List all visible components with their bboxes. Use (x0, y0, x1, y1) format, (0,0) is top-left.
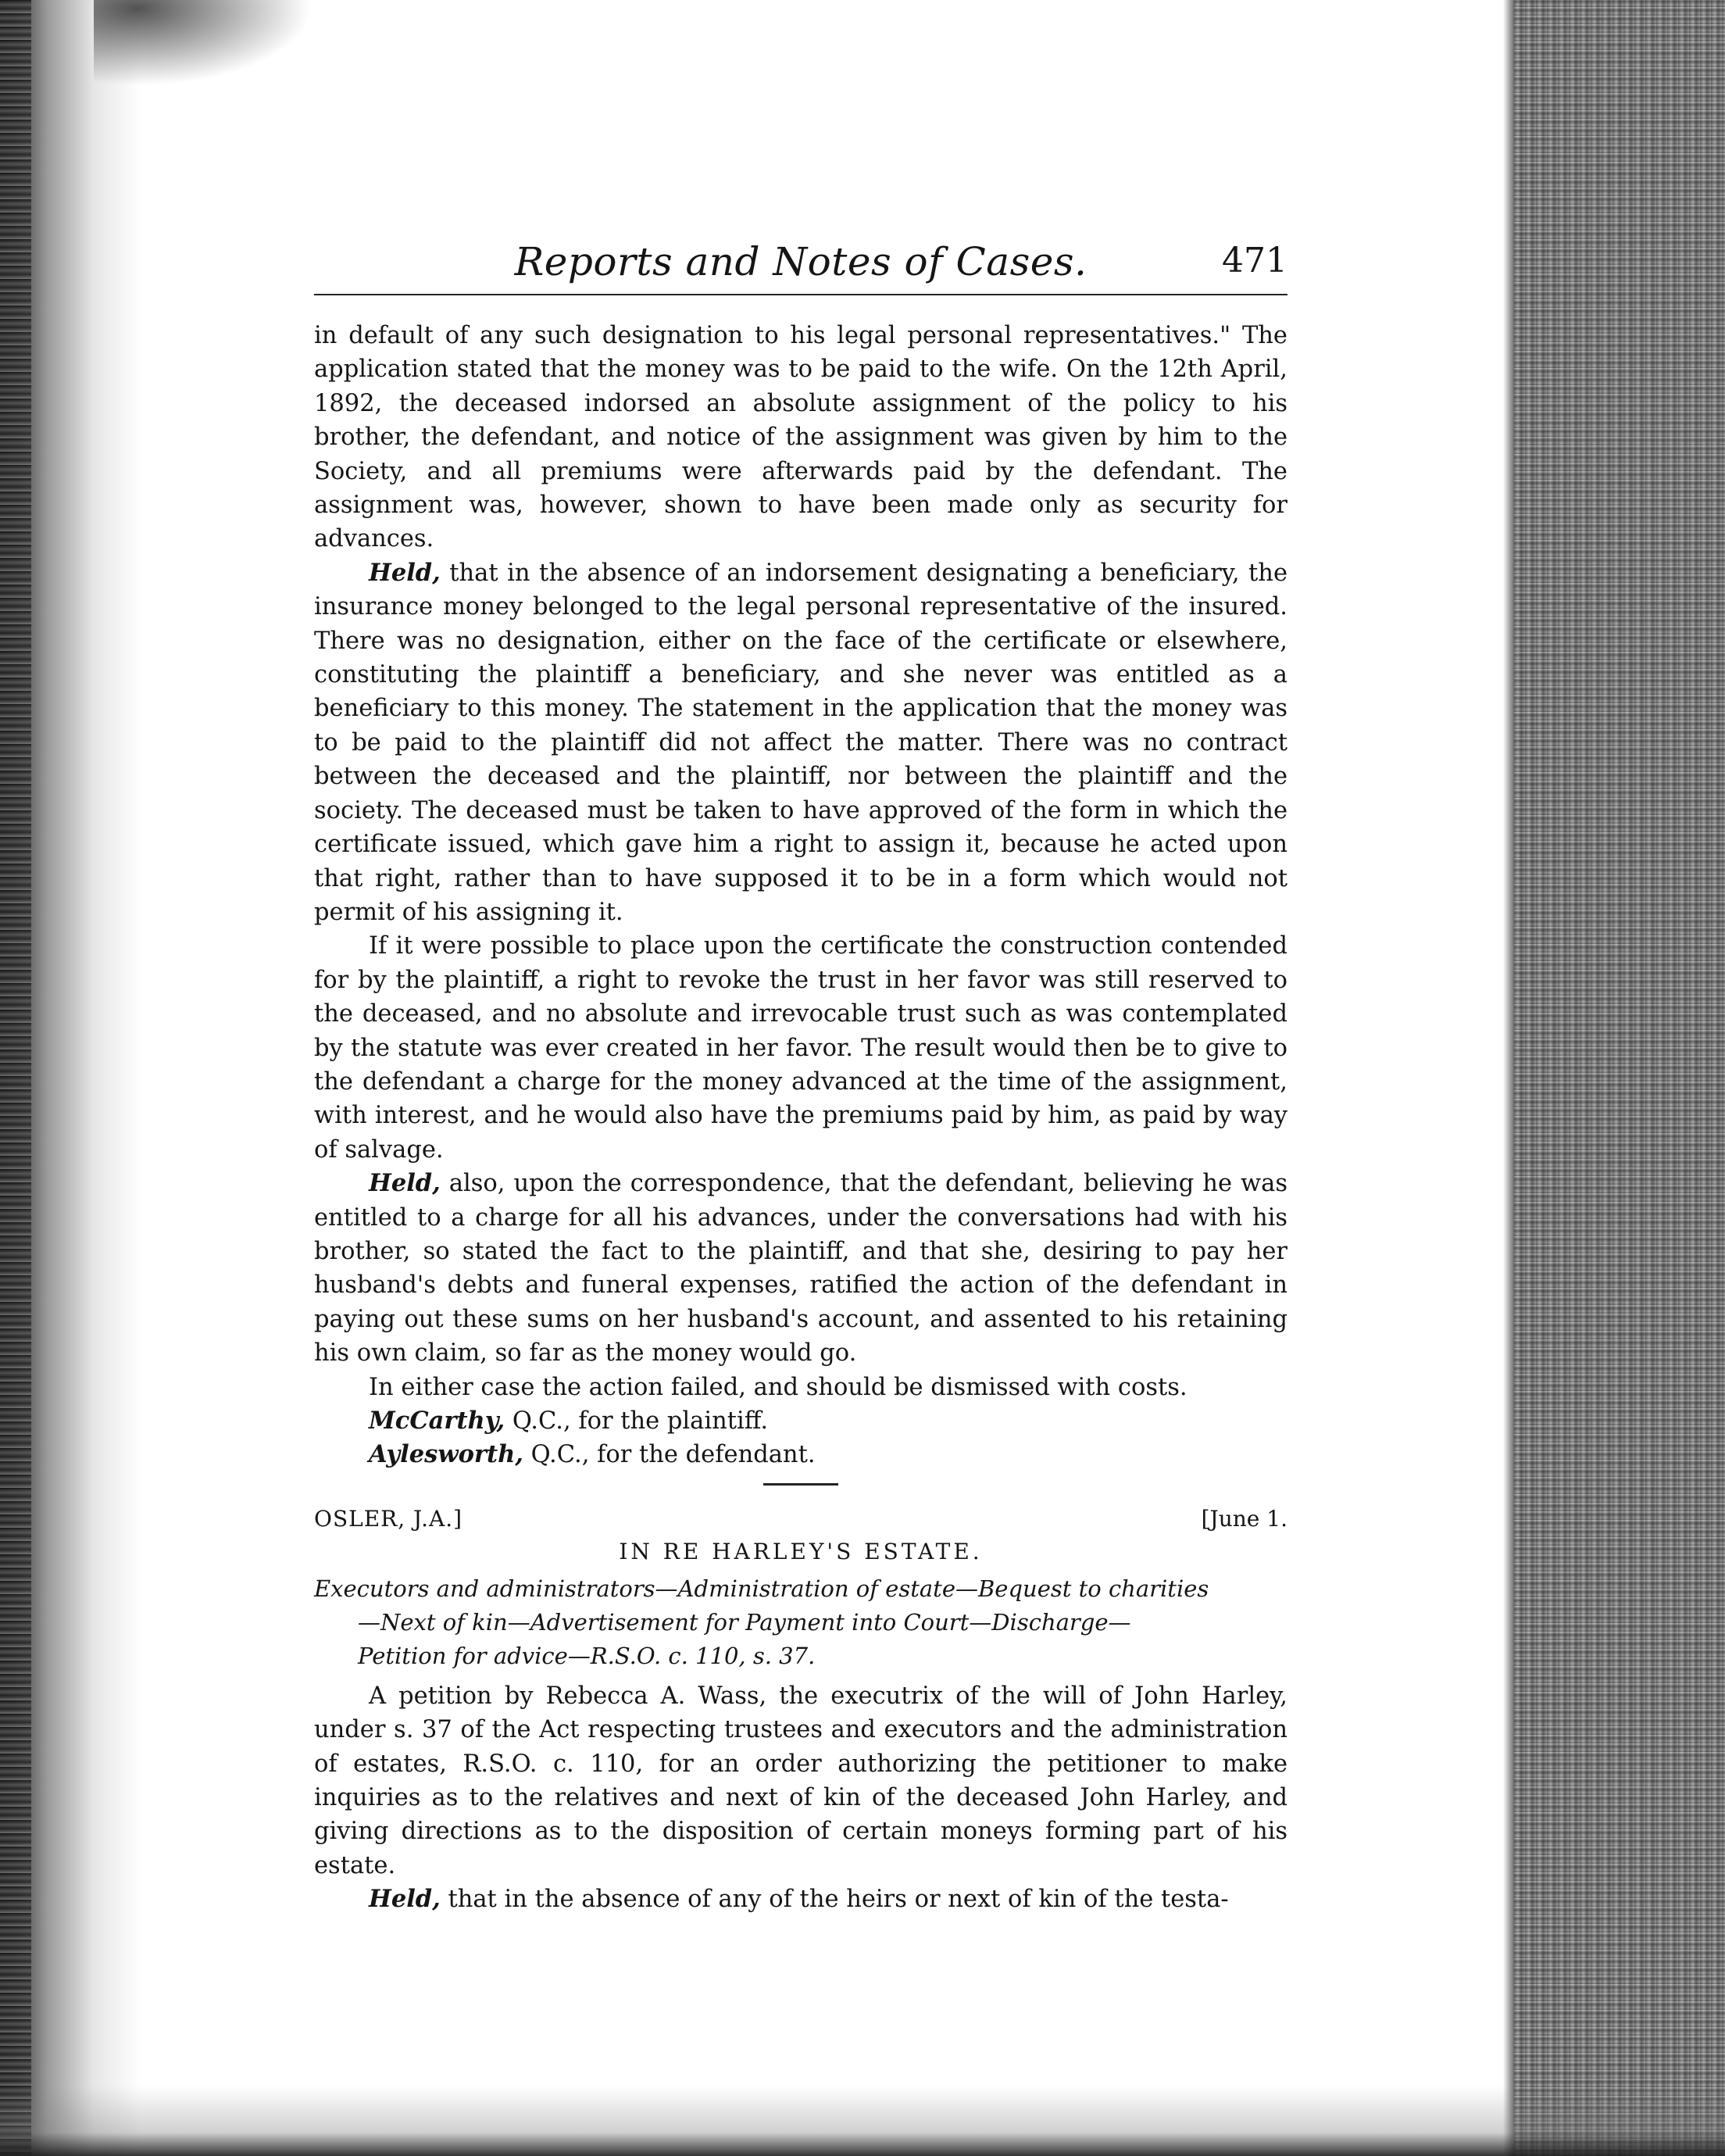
scan-binding-edge (0, 0, 31, 2156)
paragraph-5: In either case the action failed, and should be dismissed with costs. (369, 1373, 1188, 1401)
headnote-line: —Next of kin—Advertisement for Payment into Court—Discharge— (358, 1608, 1131, 1636)
counsel-plaintiff (314, 1404, 1288, 1438)
paragraph-1: in default of any such designation to his legal personal representatives." The application stated that the money was to be paid to the wife. On the 12th April, 1892, the deceased indorsed an absolute assignment of the policy to his brother, the defendant, and notice of the assignment was given by him to the Society, and all premiums were afterwards paid by the defendant. The assignment was, however, shown to have been made only as security for advances. (314, 322, 1288, 553)
petition-paragraph: A petition by Rebecca A. Wass, the executrix of the will of John Harley, under s. 37 of the Act respecting trustees and executors and the administration of estates, R.S.O. c. 110, for an order authorizing the petitioner to make inquiries as to the relatives and next of kin of the deceased John Harley, and giving directions as to the disposition of certain moneys forming part of his estate. (314, 1682, 1288, 1879)
scan-bottom-shadow (0, 2086, 1725, 2156)
book-page (314, 234, 1288, 1917)
counsel-role: Q.C., for the defendant. (523, 1441, 816, 1469)
running-title: Reports and Notes of Cases. (514, 239, 1088, 284)
page-number: 471 (1222, 241, 1288, 281)
headnote-line: Petition for advice—R.S.O. c. 110, s. 37. (358, 1642, 816, 1669)
counsel-role: Q.C., for the plaintiff. (505, 1407, 769, 1435)
scan-corner-shadow (94, 0, 312, 86)
headnote-line: Executors and administrators—Administration of estate—Bequest to charities (314, 1575, 1209, 1602)
case-header (314, 1506, 1288, 1539)
running-head (314, 234, 1288, 295)
paragraph-4-text: also, upon the correspondence, that the defendant, believing he was entitled to a charge for all his advances, under the conversations had with his brother, so stated the fact to the plaintiff, and that she, desiring to pay her husband's debts and funeral expenses, ratified the action of the defendant in paying out these sums on her husband's account, and assented to his retaining his own claim, so far as the money would go. (314, 1170, 1288, 1368)
counsel-name: Aylesworth, (369, 1440, 523, 1469)
paragraph-3: If it were possible to place upon the certificate the construction contended for by the plaintiff, a right to revoke the trust in her favor was still reserved to the deceased, and no absolute and irrevocable trust such as was contemplated by the statute was ever created in her favor. The result would then be to give to the defendant a charge for the money advanced at the time of the assignment, with interest, and he would also have the premiums paid by him, as paid by way of salvage. (314, 932, 1288, 1164)
paragraph-2-text: that in the absence of an indorsement designating a beneficiary, the insurance money belonged to the legal personal representative of the insured. There was no designation, either on the face of the certificate or elsewhere, constituting the plaintiff a beneficiary, and she never was entitled as a beneficiary to this money. The statement in the application that the money was to be paid to the plaintiff did not affect the matter. There was no contract between the deceased and the plaintiff, nor between the plaintiff and the society. The deceased must be taken to have approved of the form in which the certificate issued, which gave him a right to assign it, because he acted upon that right, rather than to have supposed it to be in a form which would not permit of his assigning it. (314, 559, 1288, 926)
scan-right-page-edge (1503, 0, 1514, 2156)
held-paragraph (314, 1882, 1288, 1916)
paragraph-2 (314, 556, 1288, 929)
held-label: Held, (369, 1885, 441, 1914)
case-date: [June 1. (1201, 1505, 1288, 1532)
section-divider (763, 1483, 838, 1486)
held-label: Held, (369, 558, 441, 587)
counsel-defendant (314, 1438, 1288, 1471)
case-2-body (314, 1679, 1288, 1917)
case-title: IN RE HARLEY'S ESTATE. (619, 1538, 983, 1564)
counsel-name: McCarthy, (369, 1407, 505, 1435)
held-label: Held, (369, 1169, 441, 1198)
paragraph-4 (314, 1167, 1288, 1370)
headnote (314, 1572, 1288, 1673)
scan-right-margin (1514, 0, 1725, 2156)
judge-name: OSLER, J.A.] (314, 1505, 463, 1532)
held-paragraph-text: that in the absence of any of the heirs or next of kin of the testa- (440, 1886, 1229, 1914)
case-report-body (314, 319, 1288, 1472)
